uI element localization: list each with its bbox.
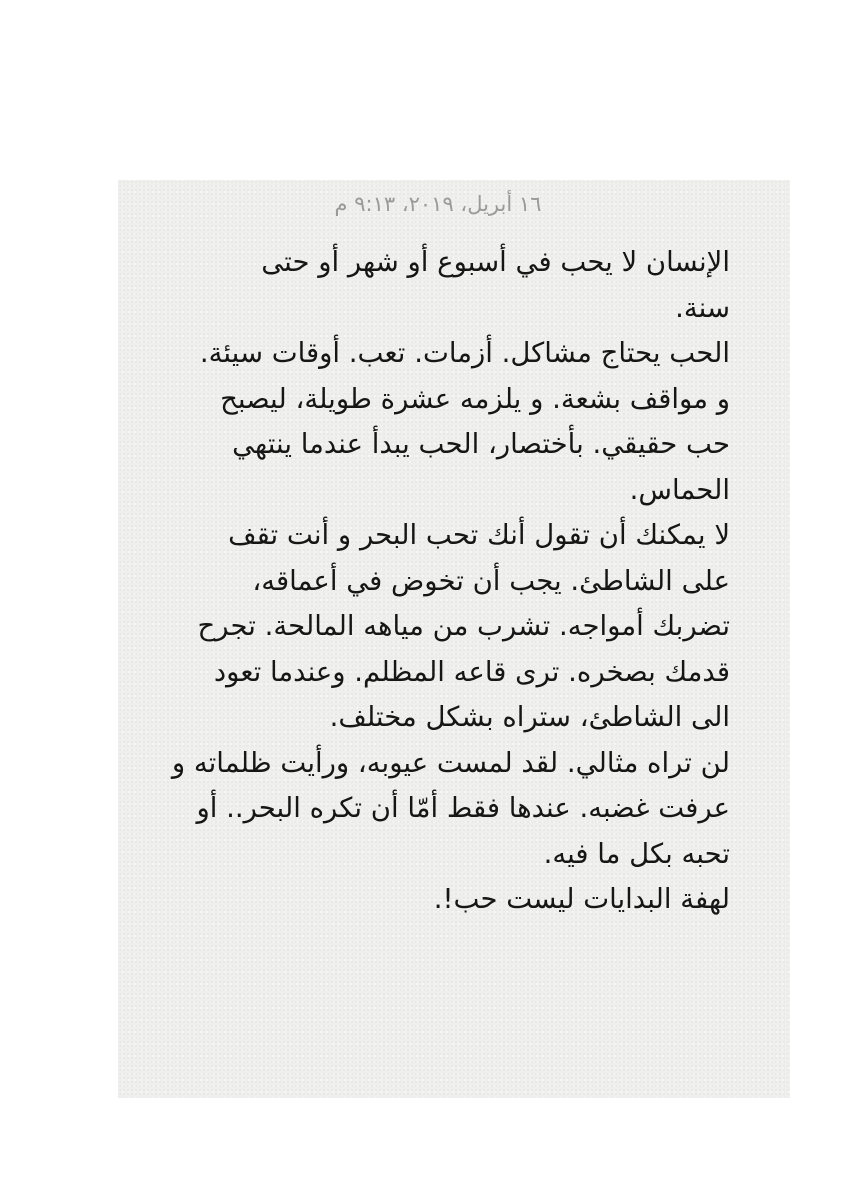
note-body [160,240,730,923]
note-line: عرفت غضبه. عندها فقط أمّا أن تكره البحر.. أو [196,792,730,824]
note-line: لا يمكنك أن تقول أنك تحب البحر و أنت تقف [228,519,730,551]
note-line: لن تراه مثالي. لقد لمست عيوبه، ورأيت ظلماته و [171,746,730,779]
note-line: تحبه بكل ما فيه. [543,837,730,870]
note-line: و مواقف بشعة. و يلزمه عشرة طويلة، ليصبح [220,382,730,415]
note-line: تضربك أمواجه. تشرب من مياهه المالحة. تجرح [197,610,730,642]
note-line: الحماس. [629,473,730,506]
note-date: ١٦ أبريل، ٢٠١٩، ٩:١٣ م [334,192,542,216]
note-line: على الشاطئ. يجب أن تخوض في أعماقه، [252,564,730,597]
note-sheet [118,180,790,1098]
note-line: حب حقيقي. بأختصار، الحب يبدأ عندما ينتهي [232,428,730,460]
note-line: لهفة البدايات ليست حب!. [433,883,730,915]
note-line: الإنسان لا يحب في أسبوع أو شهر أو حتى [261,246,730,278]
note-line: سنة. [675,291,730,324]
note-line: الى الشاطئ، ستراه بشكل مختلف. [329,701,730,733]
note-line: قدمك بصخره. ترى قاعه المظلم. وعندما تعود [213,655,730,688]
note-line: الحب يحتاج مشاكل. أزمات. تعب. أوقات سيئة. [199,337,730,369]
